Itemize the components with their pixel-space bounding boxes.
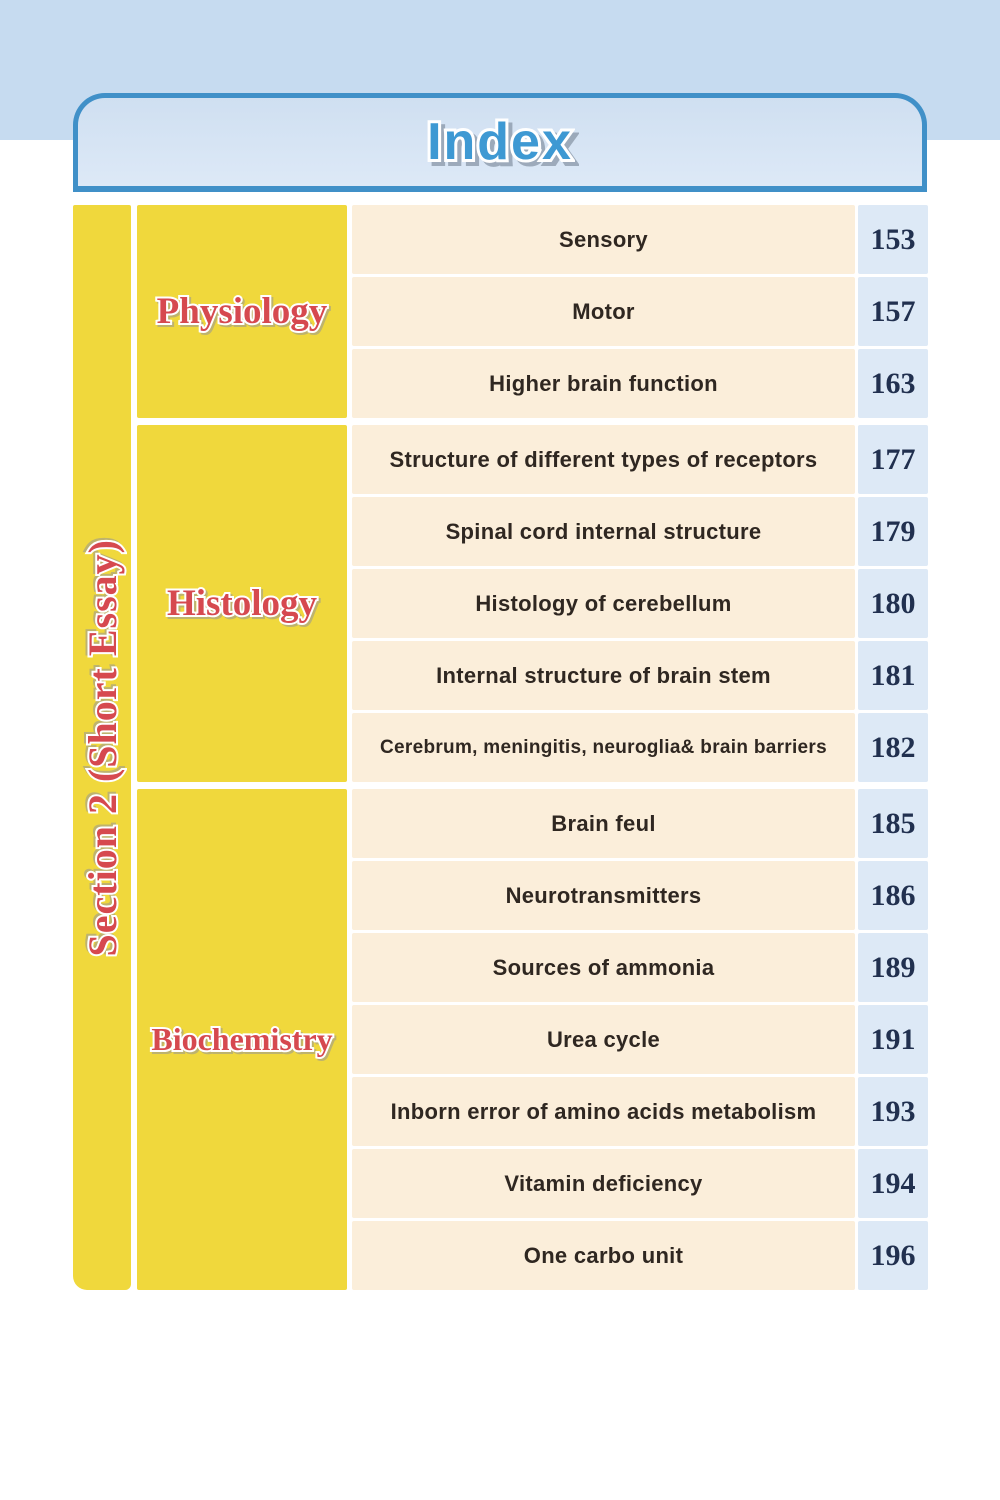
table-row (352, 1077, 928, 1146)
table-row (352, 1149, 928, 1218)
page-cell (858, 1221, 928, 1290)
category-cell (137, 205, 347, 418)
page-number: 180 (870, 586, 916, 620)
page-number: 177 (870, 442, 916, 476)
table-row (352, 789, 928, 858)
page-cell (858, 713, 928, 782)
topic-label: Neurotransmitters (505, 882, 702, 908)
topic-label: Internal structure of brain stem (436, 662, 771, 688)
topic-cell (352, 1005, 855, 1074)
category-cell (137, 425, 347, 782)
page-cell (858, 349, 928, 418)
topic-cell (352, 277, 855, 346)
page-cell (858, 641, 928, 710)
topic-cell (352, 497, 855, 566)
table-row (352, 349, 928, 418)
topic-cell (352, 349, 855, 418)
topic-label: Spinal cord internal structure (445, 518, 762, 544)
topic-rows (352, 789, 928, 1290)
topic-cell (352, 425, 855, 494)
page-cell (858, 205, 928, 274)
category-group (137, 425, 928, 782)
topic-cell (352, 1221, 855, 1290)
topic-cell (352, 641, 855, 710)
table-row (352, 933, 928, 1002)
topic-cell (352, 933, 855, 1002)
topic-rows (352, 425, 928, 782)
table-row (352, 497, 928, 566)
page-number: 194 (870, 1166, 916, 1200)
table-row (352, 277, 928, 346)
topic-cell (352, 569, 855, 638)
page-number: 185 (870, 806, 916, 840)
topic-label: Sources of ammonia (492, 954, 715, 980)
page-cell (858, 277, 928, 346)
topic-cell (352, 713, 855, 782)
topic-label: Histology of cerebellum (475, 590, 732, 616)
topic-rows (352, 205, 928, 418)
page-cell (858, 1149, 928, 1218)
table-row (352, 1221, 928, 1290)
topic-label: Vitamin deficiency (504, 1170, 703, 1196)
topic-label: Inborn error of amino acids metabolism (390, 1098, 817, 1124)
page-cell (858, 425, 928, 494)
topic-label: Brain feul (551, 810, 656, 836)
table-row (352, 861, 928, 930)
page-number: 163 (870, 366, 916, 400)
table-row (352, 641, 928, 710)
page-number: 181 (870, 658, 916, 692)
page-cell (858, 1077, 928, 1146)
page-number: 196 (870, 1238, 916, 1272)
category-cell (137, 789, 347, 1290)
topic-label: Higher brain function (489, 370, 718, 396)
topic-label: Urea cycle (546, 1026, 661, 1052)
page-number: 157 (870, 294, 916, 328)
topic-cell (352, 1077, 855, 1146)
page-number: 186 (870, 878, 916, 912)
category-group (137, 789, 928, 1290)
page-number: 189 (870, 950, 916, 984)
section-strip (73, 205, 131, 1290)
page-cell (858, 497, 928, 566)
page-number: 179 (870, 514, 916, 548)
index-table (73, 205, 928, 1290)
category-label: Histology (166, 583, 318, 624)
topic-cell (352, 861, 855, 930)
topic-label: Structure of different types of receptors (389, 446, 818, 472)
topic-cell (352, 205, 855, 274)
table-row (352, 713, 928, 782)
page-cell (858, 1005, 928, 1074)
page-title: Index (427, 113, 573, 171)
category-label: Biochemistry (151, 1021, 333, 1057)
page-number: 193 (870, 1094, 916, 1128)
table-row (352, 569, 928, 638)
category-group (137, 205, 928, 418)
page-cell (858, 861, 928, 930)
topic-label: Cerebrum, meningitis, neuroglia& brain barriers (380, 736, 827, 758)
topic-cell (352, 1149, 855, 1218)
header-box (73, 93, 927, 192)
page-cell (858, 789, 928, 858)
page-cell (858, 933, 928, 1002)
table-row (352, 425, 928, 494)
topic-label: One carbo unit (523, 1242, 684, 1268)
page-cell (858, 569, 928, 638)
index-table-groups (137, 205, 928, 1290)
topic-cell (352, 789, 855, 858)
topic-label: Motor (572, 298, 635, 324)
page-number: 191 (870, 1022, 916, 1056)
topic-label: Sensory (559, 226, 648, 252)
table-row (352, 205, 928, 274)
page-number: 153 (870, 222, 916, 256)
page-number: 182 (870, 730, 916, 764)
section-label: Section 2 (Short Essay) (79, 538, 125, 957)
category-label: Physiology (156, 291, 328, 332)
table-row (352, 1005, 928, 1074)
